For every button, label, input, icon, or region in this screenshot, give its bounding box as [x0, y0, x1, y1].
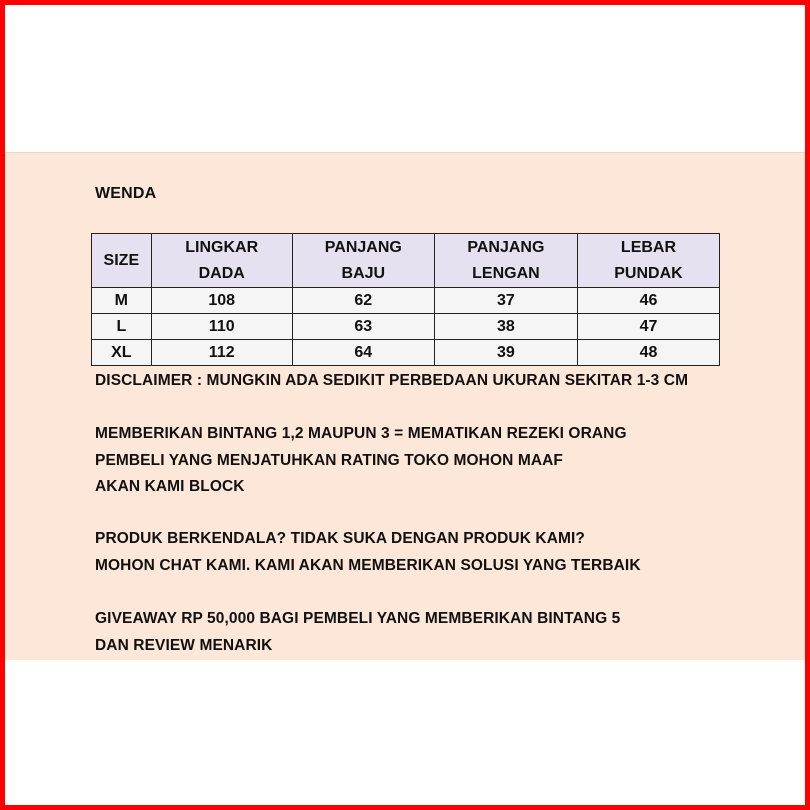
cell-panjang-baju: 64	[292, 340, 434, 366]
header-lebar-pundak: LEBAR PUNDAK	[577, 234, 719, 288]
rating-notice-line: PEMBELI YANG MENJATUHKAN RATING TOKO MOHON MAAF	[95, 451, 563, 469]
cell-panjang-lengan: 38	[434, 314, 577, 340]
support-notice-line: PRODUK BERKENDALA? TIDAK SUKA DENGAN PRODUK KAMI?	[95, 530, 585, 547]
table-header-row	[92, 234, 720, 288]
header-panjang-baju: PANJANG BAJU	[292, 234, 434, 288]
header-panjang-lengan: PANJANG LENGAN	[434, 234, 577, 288]
giveaway-notice	[95, 606, 620, 659]
table-row	[92, 288, 720, 314]
cell-panjang-lengan: 37	[434, 288, 577, 314]
cell-size: L	[92, 314, 152, 340]
table-row	[92, 340, 720, 366]
giveaway-notice-line: GIVEAWAY RP 50,000 BAGI PEMBELI YANG MEMBERIKAN BINTANG 5	[95, 610, 621, 627]
table-row	[92, 314, 720, 340]
rating-notice-line: MEMBERIKAN BINTANG 1,2 MAUPUN 3 = MEMATIKAN REZEKI ORANG	[95, 425, 627, 442]
cell-lingkar-dada: 110	[151, 314, 292, 340]
header-lingkar-dada: LINGKAR DADA	[151, 234, 292, 288]
rating-notice	[95, 421, 627, 501]
cell-size: M	[92, 288, 152, 314]
cell-panjang-lengan: 39	[434, 340, 577, 366]
cell-lebar-pundak: 48	[577, 340, 719, 366]
giveaway-notice-line: DAN REVIEW MENARIK	[95, 636, 273, 654]
header-size: SIZE	[92, 234, 152, 288]
info-panel	[5, 152, 805, 660]
size-chart-table	[91, 233, 720, 366]
cell-lingkar-dada: 108	[151, 288, 292, 314]
cell-panjang-baju: 62	[292, 288, 434, 314]
brand-title: WENDA	[95, 185, 157, 202]
rating-notice-line: AKAN KAMI BLOCK	[95, 478, 245, 495]
cell-lebar-pundak: 46	[577, 288, 719, 314]
disclaimer-text: DISCLAIMER : MUNGKIN ADA SEDIKIT PERBEDAAN UKURAN SEKITAR 1-3 CM	[95, 372, 689, 389]
cell-size: XL	[92, 340, 152, 366]
support-notice-line: MOHON CHAT KAMI. KAMI AKAN MEMBERIKAN SOLUSI YANG TERBAIK	[95, 556, 641, 574]
cell-panjang-baju: 63	[292, 314, 434, 340]
support-notice	[95, 526, 641, 579]
cell-lebar-pundak: 47	[577, 314, 719, 340]
cell-lingkar-dada: 112	[151, 340, 292, 366]
